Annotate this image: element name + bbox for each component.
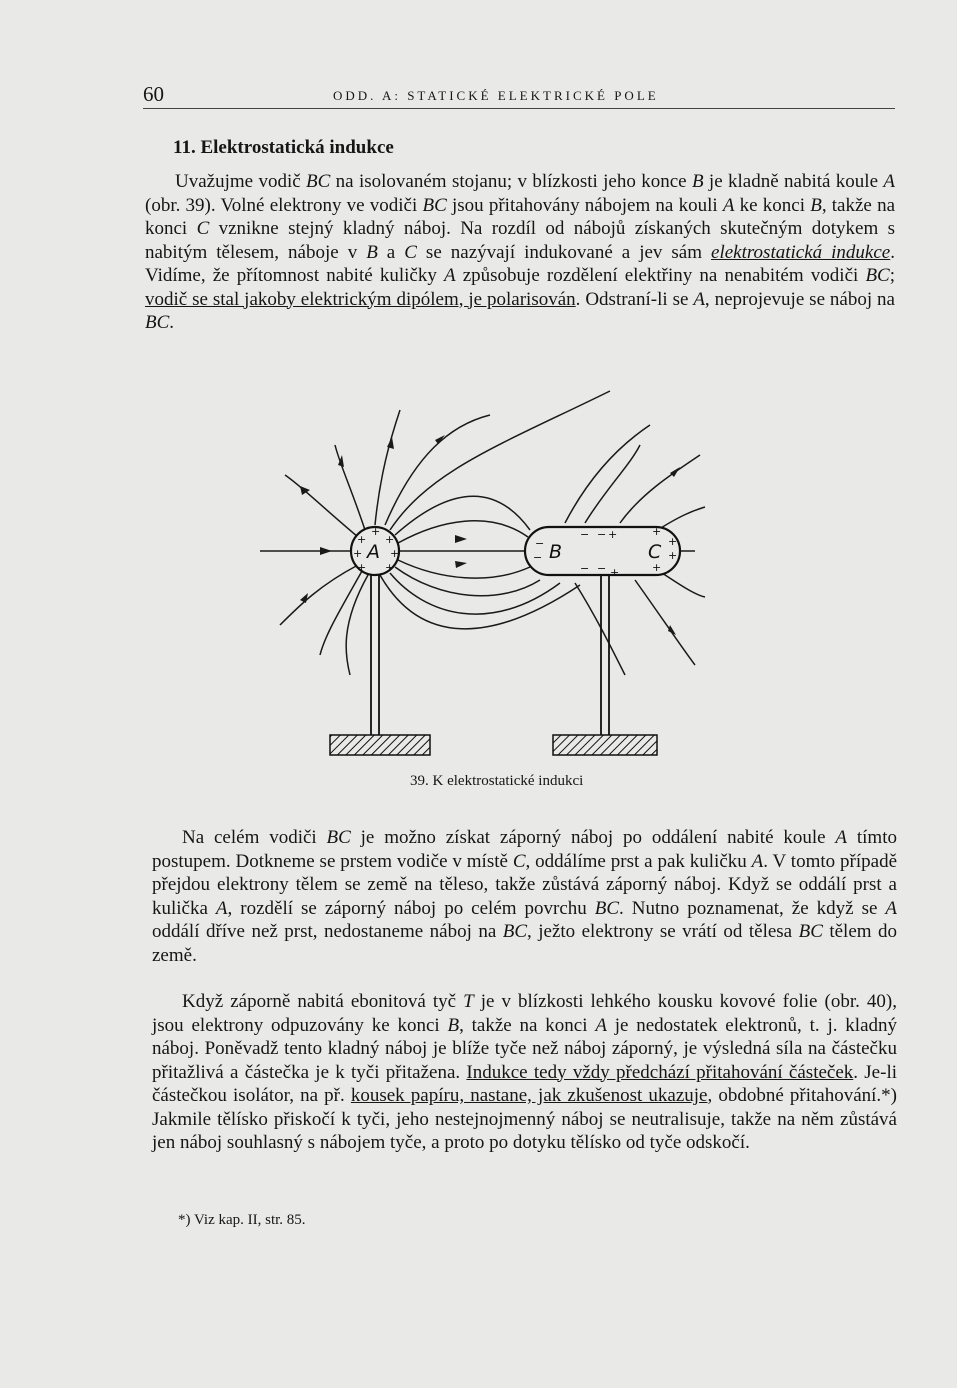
paragraph-2: Na celém vodiči BC je možno získat záporný náboj po oddálení nabité koule A tímto postupem. Dotkneme se prstem vodiče v místě C, oddálíme prst a pak kuličku A. V tomto případě přejdou elektrony tělem se země na těleso, takže zůstává záporný náboj. Když se oddálí prst a kulička A, rozdělí se záporný náboj po celém povrchu BC. Nutno poznamenat, že když se A oddálí dříve než prst, nedostaneme náboj na BC, ježto elektrony se vrátí od tělesa BC tělem do země. bbox=[152, 827, 898, 966]
underlined-phrase: kousek papíru, nastane, jak zkušenost ukazuje bbox=[350, 1085, 708, 1106]
plus-sign: + bbox=[608, 528, 618, 541]
figure-39-induction bbox=[240, 385, 710, 770]
paragraph-1: Uvažujme vodič BC na isolovaném stojanu; v blízkosti jeho konce B je kladně nabitá koule A (obr. 39). Volné elektrony ve vodiči BC jsou přitahovány nábojem na kouli A ke konci B, takže na konci C vznikne stejný kladný náboj. Na rozdíl od nábojů získaných skutečným dotykem s nabitým tělesem, náboje v B a C se nazývají indukované a jev sám elektrostatická indukce. Vidíme, že přítomnost nabité kuličky A způsobuje rozdělení elektřiny na nenabitém vodiči BC; vodič se stal jakoby elektrickým dipólem, je polarisován. Odstraní-li se A, neprojevuje se náboj na BC. bbox=[145, 171, 896, 333]
base-a bbox=[330, 735, 430, 755]
sphere-a bbox=[351, 525, 399, 575]
plus-sign: + bbox=[610, 566, 620, 579]
base-bc bbox=[553, 735, 657, 755]
underlined-sentence: Indukce tedy vždy předchází přitahování částeček bbox=[466, 1061, 854, 1083]
figure-caption: 39. K elektrostatické indukci bbox=[410, 773, 584, 789]
paragraph-3: Když záporně nabitá ebonitová tyč T je v blízkosti lehkého kousku kovové folie (obr. 40), jsou elektrony odpuzovány ke konci B, takže na konci A je nedostatek elektronů, t. j. kladný náboj. Poněvadž tento kladný náboj je blíže tyče než náboj záporný, je výsledná síla na částečku přitažlivá a částečka je k tyči přitažena. Indukce tedy vždy předchází přitahování částeček. Je-li částečkou isolátor, na př. kousek papíru, nastane, jak zkušenost ukazuje, obdobné přitahování.*) Jakmile tělísko přiskočí k tyči, jeho nestejnojmenný náboj se neutralisuje, takže na něm zůstává jen náboj souhlasný s nábojem tyče, a proto po dotyku tělísko od tyče odskočí. bbox=[152, 991, 898, 1153]
plus-sign: + bbox=[353, 547, 363, 560]
page-number: 60 bbox=[143, 82, 164, 106]
plus-sign: + bbox=[385, 533, 395, 546]
stand-bc bbox=[601, 575, 609, 735]
minus-sign: − bbox=[580, 562, 590, 575]
label-a: A bbox=[367, 541, 380, 563]
minus-sign: − bbox=[533, 551, 543, 564]
plus-sign: + bbox=[668, 549, 678, 562]
minus-sign: − bbox=[580, 528, 590, 541]
minus-sign: − bbox=[597, 528, 607, 541]
plus-sign: + bbox=[652, 525, 662, 538]
page-header bbox=[143, 82, 895, 109]
plus-sign: + bbox=[385, 561, 395, 574]
plus-sign: + bbox=[357, 533, 367, 546]
label-c: C bbox=[648, 541, 662, 563]
plus-sign: + bbox=[390, 547, 400, 560]
stand-a bbox=[371, 575, 379, 735]
plus-sign: + bbox=[652, 561, 662, 574]
footnote: *) Viz kap. II, str. 85. bbox=[178, 1212, 306, 1228]
section-title: 11. Elektrostatická indukce bbox=[173, 137, 394, 158]
minus-sign: − bbox=[535, 537, 545, 550]
plus-sign: + bbox=[357, 561, 367, 574]
conductor-bc bbox=[525, 525, 680, 579]
label-b: B bbox=[549, 541, 563, 563]
plus-sign: + bbox=[668, 535, 678, 548]
underlined-sentence: vodič se stal jakoby elektrickým dipólem, je polarisován bbox=[145, 288, 576, 310]
term-elektrostaticka-indukce: elektrostatická indukce bbox=[711, 241, 891, 263]
plus-sign: + bbox=[371, 525, 381, 538]
running-title: ODD. A: STATICKÉ ELEKTRICKÉ POLE bbox=[333, 88, 659, 103]
minus-sign: − bbox=[597, 562, 607, 575]
